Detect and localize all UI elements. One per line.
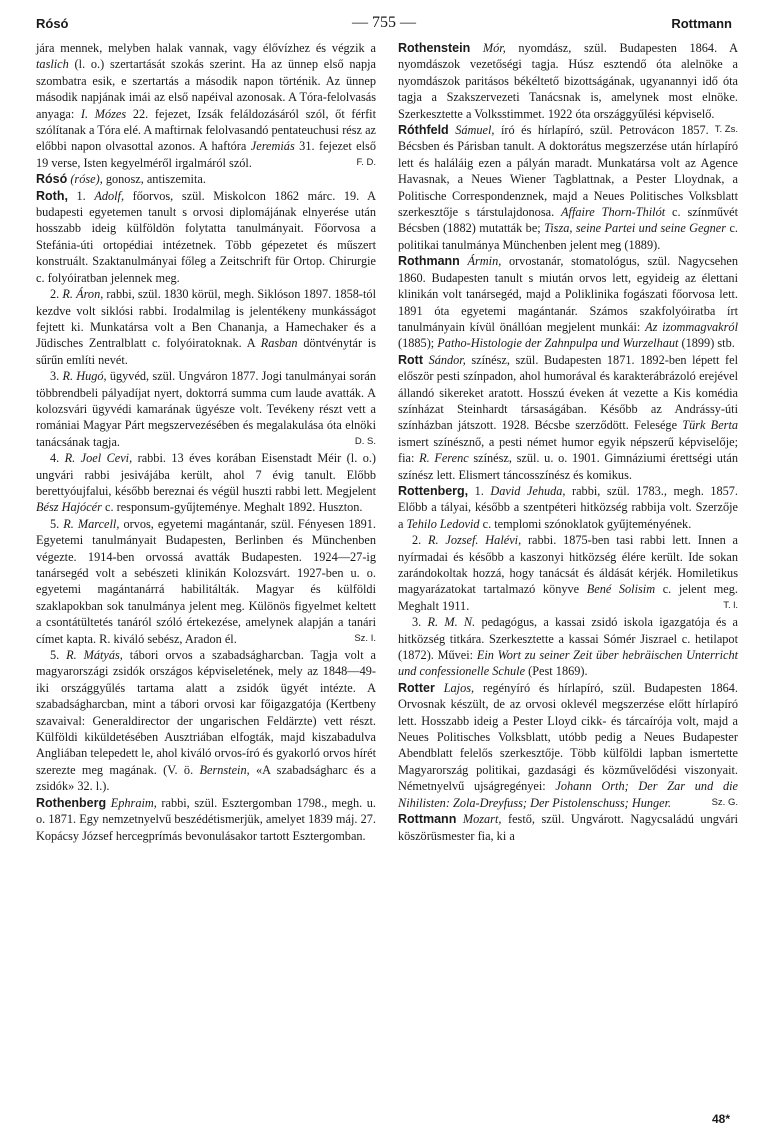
headword: Rottenberg,	[398, 483, 469, 498]
headword: Roth,	[36, 188, 68, 203]
headword: Rothenberg	[36, 795, 107, 810]
entry-rott: Rott Sándor, színész, szül. Budapesten 1871. 1892-ben lépett fel először pesti színpadon, ahol humorával és karakterábrázoló erejével állandó sikereket aratott. Hosszú éveken át vezette a Kis komédia színházat Steinhardt társaságában. Később az Andrássy-úti színházban játszott. 1928. Bécsbe szerződött. Felesége Türk Berta ismert színésznő, a pesti német humor egyik népszerű képviselője; fia: R. Ferenc színész, szül. u. o. 1901. Gimnáziumi érettségi után színész lett. Elismert táncosszínész és komikus.	[398, 352, 739, 482]
headword: Rósó	[36, 172, 68, 187]
headword: Rothmann	[398, 254, 460, 269]
author-signature: Sz. I.	[354, 632, 376, 644]
entry-rothenstein: Rothenstein Mór, nyomdász, szül. Budapesten 1864. A nyomdászok vezetőségi tagja. Húsz esztendő óta alelnöke a nyomdászok paritásos békéltető bizottságának, ugyanannyi idő óta tagja a Szakszervezeti Tanácsnak is, amelynek most elnöke. Szerkesztette a Volksstimmet. 1922 óta országgyűlési képviselő. T. Zs.	[398, 40, 738, 122]
entry-roth-aron: 2. R. Áron, rabbi, szül. 1830 körül, megh. Siklóson 1897. 1858-tól kezdve volt siklósi rabbi. Irodalmilag is jelentékeny munkásságot fejtett ki. Munkatársa volt a Ben Chananja, a Hamechaker és a Jüdisches Zentralblatt c. folyóiratoknak. A Rasban döntvénytár is sűrűn említi nevét.	[36, 287, 376, 367]
entry-roth-matyas: 5. R. Mátyás, tábori orvos a szabadságharcban. Tagja volt a magyarországi zsidók országos képviseletének, mely az 1848—49-iki országgyűlés tartama alatt a zsidók ügyét intézte. A szabadságharcban, mint a tábori orvosi kar főigazgatója (Kertbeny szavaival: Generaldirector der ungarischen Feldärzte) vett részt. Külföldi kiküldetésében Ausztriában elfogták, majd kiszabadulva Angliában telepedett le, ahol kiváló orvos-író és gyakorló orvos hírét szerezte meg magának. (V. ö. Bernstein, «A szabadságharc és a zsidók» 32. l.).	[36, 648, 377, 794]
left-column	[36, 40, 376, 844]
entry-roso: Rósó (róse), gonosz, antiszemita.	[36, 172, 206, 187]
page-number: — 755 —	[352, 14, 416, 31]
headword: Rott	[398, 352, 423, 367]
entry-rottenberg-jozsef: 2. R. Jozsef. Halévi, rabbi. 1875-ben tasi rabbi lett. Innen a nyírmadai és később a kaszonyi hitközség élére került. Ide sokan zarándokoltak hozzá, hogy tanácsát és áldását kérjék. Homiletikus magyarázatokat tartalmazó könyve Bené Solisim c. jelent meg. Meghalt 1911. T. l.	[398, 533, 739, 613]
entry-rottenberg-mn: 3. R. M. N. pedagógus, a kassai zsidó iskola igazgatója és a hitközség titkára. Szerkesztette a kassai Sómér Jiszrael c. hetilapot (1872). Művei: Ein Wort zu seiner Zeit über hebräischen Unterricht und confessionelle Schule (Pest 1869).	[398, 615, 739, 679]
header-right-keyword: Rottmann	[671, 16, 732, 31]
entry-roth-hugo: 3. R. Hugó, ügyvéd, szül. Ungváron 1877. Jogi tanulmányai során többrendbeli pályadíjat nyert, doktorrá summa cum laude avatták. A kolozsvári ügyvédi kamarának ügyésze volt. Tevékeny részt vett a romániai Magyar Párt megszervezésében és megalakulása óta elnöki tanácsának tagja. D. S.	[36, 369, 377, 449]
headword: Róthfeld	[398, 123, 449, 138]
entry-rothfeld: Róthfeld Sámuel, író és hírlapíró, szül. Petrovácon 1857. Bécsben és Párisban tanult. A doktorátus megszerzése után hírlapíró lett és haláláig ezen a pályán maradt. Munkatársa volt az Agence Havasnak, a Neues Wiener Tagblattnak, a Pester Lloydnak, a Politische Correspondenznek, majd a Neues Politisches Volksblatt szerkesztője s társtulajdonosa. Affaire Thorn-Thilót c. színművét Bécsben (1882) mutatták be; Tisza, seine Partei und seine Gegner c. politikai tanulmánya Münchenben jelent meg (1889).	[398, 123, 738, 252]
author-signature: D. S.	[354, 435, 376, 447]
entry-rottenberg-david: Rottenberg, 1. David Jehuda, rabbi, szül. 1783., megh. 1857. Előbb a tályai, később a szentpéteri hitközség rabbija volt. Szerzője a Tehilo Ledovid c. templomi szónoklatok gyűjteményének.	[398, 483, 738, 531]
author-signature: Sz. G.	[711, 796, 738, 808]
running-header	[36, 14, 732, 38]
entry-rothmann: Rothmann Ármin, orvostanár, stomatológus, szül. Nagycsehen 1860. Budapesten tanult s miután orvos lett, egyideig az élettani klinikán volt tanársegéd, majd a Poliklinika fogászati főorvosa lett. 1891 óta egyetemi magántanár. Számos szakfolyóiratba írt tanulmányain kívül önállóan megjelent munkái: Az izommagvakról (1885); Patho-Histologie der Zahnpulpa und Wurzelhaut (1899) stb.	[398, 254, 738, 351]
entry-roth-marcell: 5. R. Marcell, orvos, egyetemi magántanár, szül. Fényesen 1891. Egyetemi tanulmányait Budapesten, Berlinben és Münchenben végezte. 1914-ben orvossá avatták Budapesten. 1924—27-ig tanársegéd volt a sebészeti klinikán Kolozsvárt. 1927-ben u. o. egyetemi magántanárrá habilitálták. Magyar és külföldi szaklapokban sok tanulmánya jelent meg. Különös figyelmet keltett a csontátültetés tanáról szóló értekezése, amelynek alapján a tanári címet kapta. R. kiváló sebész, Aradon él. Sz. I.	[36, 516, 377, 646]
headword: Rothenstein	[398, 41, 471, 55]
author-signature: T. Zs.	[714, 124, 738, 136]
headword: Rottmann	[398, 812, 457, 827]
author-signature: T. l.	[723, 599, 738, 611]
header-left-keyword: Rósó	[36, 16, 69, 31]
entry-rottmann: Rottmann Mozart, festő, szül. Ungvárott. Nagycsaládú ungvári köszörüsmester fia, ki a	[398, 812, 738, 843]
entry-roth-joel-cevi: 4. R. Joel Cevi, rabbi. 13 éves korában Eisenstadt Méir (l. o.) ungvári rabbi jesivájába került, ahol 7 évig tanult. Előbb berettyóujfalui, később bereznai és végül huszti rabbi lett. Megjelent Bész Hajócér c. responsum-gyűjteménye. Meghalt 1892. Huszton.	[36, 451, 377, 515]
right-column	[398, 40, 738, 844]
signature-mark: 48*	[711, 1112, 730, 1126]
headword: Rotter	[398, 680, 435, 695]
entry-roth-adolf: Roth, 1. Adolf, főorvos, szül. Miskolcon 1862 márc. 19. A budapesti egyetemen tanult s orvosi diplomájának elnyerése után hosszabb ideig külföldön folytatta tanulmányait. Főorvosa a Stefánia-úti ortopédiai intézetnek. Több gépezetet és műszert konstruált. Szaktanulmányai főleg a Zeitschrift für Ortop. Chirurgie c. folyóiratban jelennek meg.	[36, 188, 376, 285]
author-signature: F. D.	[356, 156, 376, 168]
entry-rothenberg: Rothenberg Ephraim, rabbi, szül. Esztergomban 1798., megh. u. o. 1871. Egy nemzetnyelvű beszédétismerjük, amelyet 1839 máj. 27. Kopácsy József hercegprímás bevonulásakor tartott Esztergomban.	[36, 795, 376, 843]
paragraph-continuation: jára mennek, melyben halak vannak, vagy élővízhez és végzik a taslich (l. o.) szertartását szokás szerint. Ha az ünnep első napja szombatra esik, e szertartás a második napon történik. Az ünnep második napjának imái az első napéival azonosak. A Tóra-felolvasás anyaga: I. Mózes 22. fejezet, Izsák feláldozásáról szól, őt férfit szólítanak a Tóra elé. A maftirnak felolvasandó pentateuchusi rész az előbbi napon olvasottal azonos. A haftóra Jeremiás 31. fejezet első 19 verse, Isten kegyelméről irgalmáról szól. F. D.	[36, 41, 376, 170]
entry-rotter: Rotter Lajos, regényíró és hírlapíró, szül. Budapesten 1864. Orvosnak készült, de az orvosi oklevél megszerzése előtt hírlapíró lett. Hosszabb ideig a Pester Lloyd cikk- és tárcaírója volt, majd a Neues Politisches Volksblatt, utóbb pedig a Neues Budapester Abendblatt felelős szerkesztője. Több külföldi lapban ismertette Magyarország politikai, gazdasági és közművelődési viszonyait. Németnyelvű ujságregényei: Johann Orth; Der Zar und die Nihilisten: Zola-Dreyfuss; Der Pistolenschuss; Hunger. Sz. G.	[398, 680, 738, 810]
